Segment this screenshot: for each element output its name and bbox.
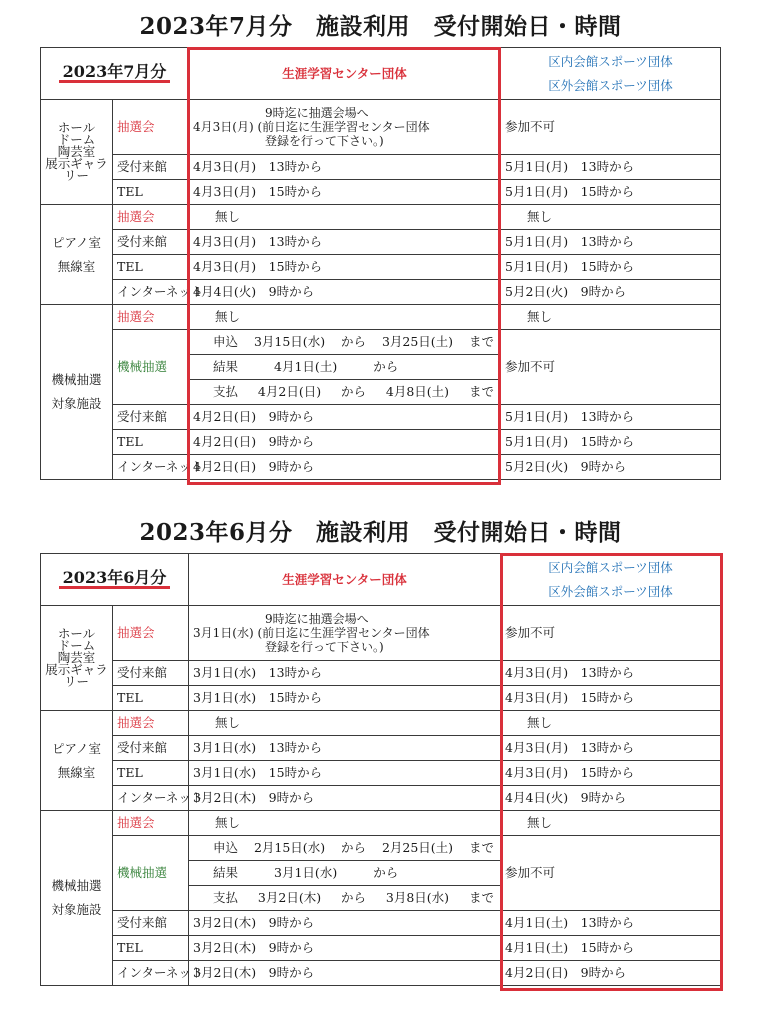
row-label-internet: インターネット bbox=[113, 961, 189, 986]
category-piano: ピアノ室 無線室 bbox=[41, 711, 113, 811]
machine-lottery-schedule bbox=[189, 330, 501, 405]
right-cell: 無し bbox=[501, 305, 721, 330]
category-piano: ピアノ室 無線室 bbox=[41, 205, 113, 305]
center-cell: 3月1日(水) 13時から bbox=[189, 661, 501, 686]
right-cell: 4月1日(土) 13時から bbox=[501, 911, 721, 936]
schedule-apply: 申込 2月15日(水) から 2月25日(土) まで bbox=[189, 836, 500, 861]
center-cell: 4月2日(日) 9時から bbox=[189, 455, 501, 480]
center-cell: 4月3日(月) 15時から bbox=[189, 180, 501, 205]
schedule-result: 結果 3月1日(水) から bbox=[189, 861, 500, 886]
page-title: 2023年6月分 施設利用 受付開始日・時間 bbox=[139, 519, 622, 546]
category-machine-lottery: 機械抽選 対象施設 bbox=[41, 305, 113, 480]
center-cell: 無し bbox=[189, 711, 501, 736]
center-cell: 3月1日(水) 13時から bbox=[189, 736, 501, 761]
right-cell: 4月1日(土) 15時から bbox=[501, 936, 721, 961]
right-cell: 4月3日(月) 13時から bbox=[501, 661, 721, 686]
row-label-machine-lottery: 機械抽選 bbox=[113, 836, 189, 911]
row-label-internet: インターネット bbox=[113, 786, 189, 811]
center-cell: 3月2日(木) 9時から bbox=[189, 961, 501, 986]
right-cell: 5月1日(月) 13時から bbox=[501, 230, 721, 255]
center-cell: 無し bbox=[189, 305, 501, 330]
center-cell: 4月2日(日) 9時から bbox=[189, 430, 501, 455]
right-cell: 無し bbox=[501, 811, 721, 836]
row-label-visit: 受付来館 bbox=[113, 155, 189, 180]
schedule-table bbox=[40, 47, 721, 480]
right-cell: 4月2日(日) 9時から bbox=[501, 961, 721, 986]
right-cell: 無し bbox=[501, 205, 721, 230]
center-cell: 4月2日(日) 9時から bbox=[189, 405, 501, 430]
month-label: 2023年7月分 bbox=[41, 48, 189, 100]
center-cell: 4月3日(月) 13時から bbox=[189, 230, 501, 255]
center-cell: 3月2日(木) 9時から bbox=[189, 936, 501, 961]
page-title: 2023年7月分 施設利用 受付開始日・時間 bbox=[139, 13, 622, 40]
row-label-visit: 受付来館 bbox=[113, 736, 189, 761]
schedule-result: 結果 4月1日(土) から bbox=[189, 355, 500, 380]
category-machine-lottery: 機械抽選 対象施設 bbox=[41, 811, 113, 986]
row-label-machine-lottery: 機械抽選 bbox=[113, 330, 189, 405]
center-cell: 4月3日(月) 15時から bbox=[189, 255, 501, 280]
right-cell: 4月3日(月) 13時から bbox=[501, 736, 721, 761]
right-cell: 5月1日(月) 15時から bbox=[501, 430, 721, 455]
center-cell: 3月2日(木) 9時から bbox=[189, 911, 501, 936]
machine-right-cell: 参加不可 bbox=[501, 330, 721, 405]
lottery-right-cell: 参加不可 bbox=[501, 100, 721, 155]
row-label-lottery: 抽選会 bbox=[113, 811, 189, 836]
row-label-tel: TEL bbox=[113, 255, 189, 280]
right-cell: 無し bbox=[501, 711, 721, 736]
header-learning-center: 生涯学習センター団体 bbox=[189, 48, 501, 100]
center-cell: 3月1日(水) 15時から bbox=[189, 761, 501, 786]
schedule-payment: 支払 3月2日(木) から 3月8日(水) まで bbox=[213, 890, 494, 905]
lottery-center-cell: 9時迄に抽選会場へ 3月1日(水) (前日迄に生涯学習センター団体 登録を行って下さい。) bbox=[189, 606, 501, 661]
right-cell: 4月3日(月) 15時から bbox=[501, 761, 721, 786]
center-cell: 4月4日(火) 9時から bbox=[189, 280, 501, 305]
schedule-payment: 支払 4月2日(日) から 4月8日(土) まで bbox=[213, 384, 494, 399]
right-cell: 5月1日(月) 15時から bbox=[501, 255, 721, 280]
header-sports-groups: 区内会館スポーツ団体 区外会館スポーツ団体 bbox=[501, 554, 721, 606]
row-label-tel: TEL bbox=[113, 936, 189, 961]
row-label-lottery: 抽選会 bbox=[113, 305, 189, 330]
right-cell: 4月3日(月) 15時から bbox=[501, 686, 721, 711]
row-label-tel: TEL bbox=[113, 430, 189, 455]
row-label-lottery: 抽選会 bbox=[113, 100, 189, 155]
right-cell: 5月2日(火) 9時から bbox=[501, 455, 721, 480]
lottery-right-cell: 参加不可 bbox=[501, 606, 721, 661]
category-hall: ホール ドーム 陶芸室 展示ギャラリー bbox=[41, 606, 113, 711]
category-hall: ホール ドーム 陶芸室 展示ギャラリー bbox=[41, 100, 113, 205]
machine-right-cell: 参加不可 bbox=[501, 836, 721, 911]
row-label-visit: 受付来館 bbox=[113, 661, 189, 686]
center-cell: 3月1日(水) 15時から bbox=[189, 686, 501, 711]
center-cell: 無し bbox=[189, 205, 501, 230]
row-label-lottery: 抽選会 bbox=[113, 606, 189, 661]
row-label-visit: 受付来館 bbox=[113, 911, 189, 936]
row-label-lottery: 抽選会 bbox=[113, 711, 189, 736]
center-cell: 3月2日(木) 9時から bbox=[189, 786, 501, 811]
right-cell: 4月4日(火) 9時から bbox=[501, 786, 721, 811]
center-cell: 4月3日(月) 13時から bbox=[189, 155, 501, 180]
row-label-tel: TEL bbox=[113, 180, 189, 205]
header-sports-groups: 区内会館スポーツ団体 区外会館スポーツ団体 bbox=[501, 48, 721, 100]
machine-lottery-schedule bbox=[189, 836, 501, 911]
center-cell: 無し bbox=[189, 811, 501, 836]
lottery-center-cell: 9時迄に抽選会場へ 4月3日(月) (前日迄に生涯学習センター団体 登録を行って下さい。) bbox=[189, 100, 501, 155]
row-label-internet: インターネット bbox=[113, 455, 189, 480]
row-label-lottery: 抽選会 bbox=[113, 205, 189, 230]
row-label-internet: インターネット bbox=[113, 280, 189, 305]
right-cell: 5月1日(月) 13時から bbox=[501, 405, 721, 430]
row-label-tel: TEL bbox=[113, 761, 189, 786]
schedule-apply: 申込 3月15日(水) から 3月25日(土) まで bbox=[189, 330, 500, 355]
month-label: 2023年6月分 bbox=[41, 554, 189, 606]
right-cell: 5月1日(月) 13時から bbox=[501, 155, 721, 180]
row-label-visit: 受付来館 bbox=[113, 230, 189, 255]
schedule-table bbox=[40, 553, 721, 986]
row-label-visit: 受付来館 bbox=[113, 405, 189, 430]
right-cell: 5月2日(火) 9時から bbox=[501, 280, 721, 305]
right-cell: 5月1日(月) 15時から bbox=[501, 180, 721, 205]
row-label-tel: TEL bbox=[113, 686, 189, 711]
header-learning-center: 生涯学習センター団体 bbox=[189, 554, 501, 606]
